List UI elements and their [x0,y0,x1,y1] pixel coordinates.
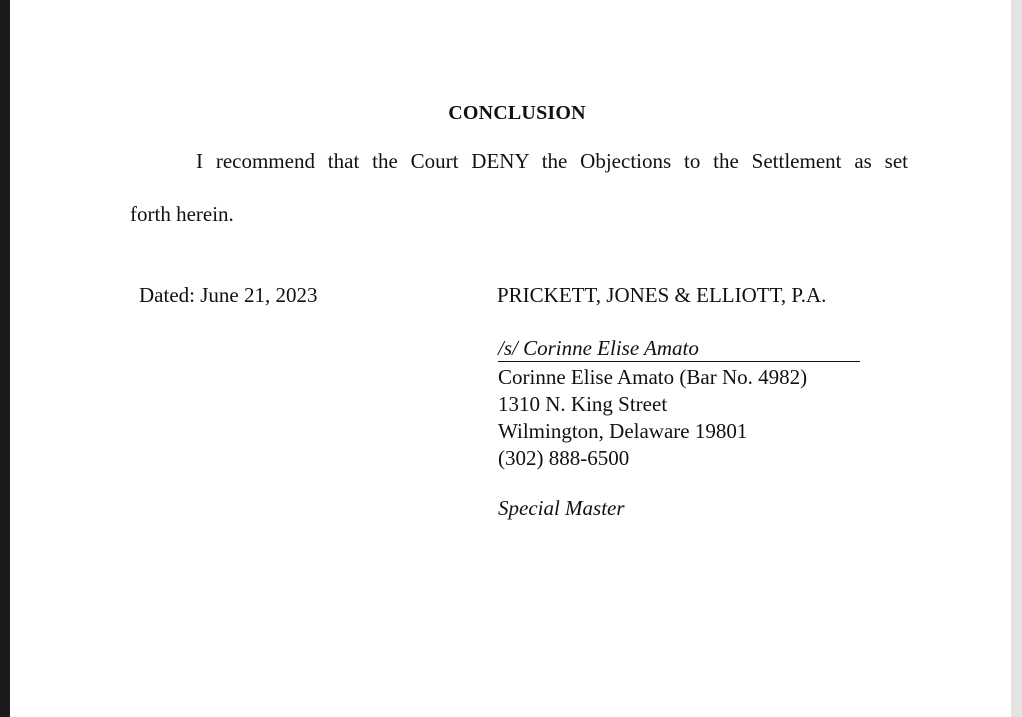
document-page [10,0,1011,717]
signer-name-bar-number: Corinne Elise Amato (Bar No. 4982) [498,365,808,389]
signature-block [498,338,863,475]
signer-city-state-zip: Wilmington, Delaware 19801 [498,419,748,443]
electronic-signature: /s/ Corinne Elise Amato [498,338,860,362]
paragraph-line-1: I recommend that the Court DENY the Objections to the Settlement as set [196,149,908,173]
viewer-left-edge [0,0,10,717]
section-heading: CONCLUSION [448,102,586,124]
paragraph-line-2: forth herein. [130,202,234,226]
firm-name: PRICKETT, JONES & ELLIOTT, P.A. [497,283,827,307]
signer-phone: (302) 888-6500 [498,446,630,470]
date-line: Dated: June 21, 2023 [139,283,318,307]
signer-role: Special Master [498,496,625,520]
viewer-right-gutter [1011,0,1022,717]
signer-street-address: 1310 N. King Street [498,392,668,416]
